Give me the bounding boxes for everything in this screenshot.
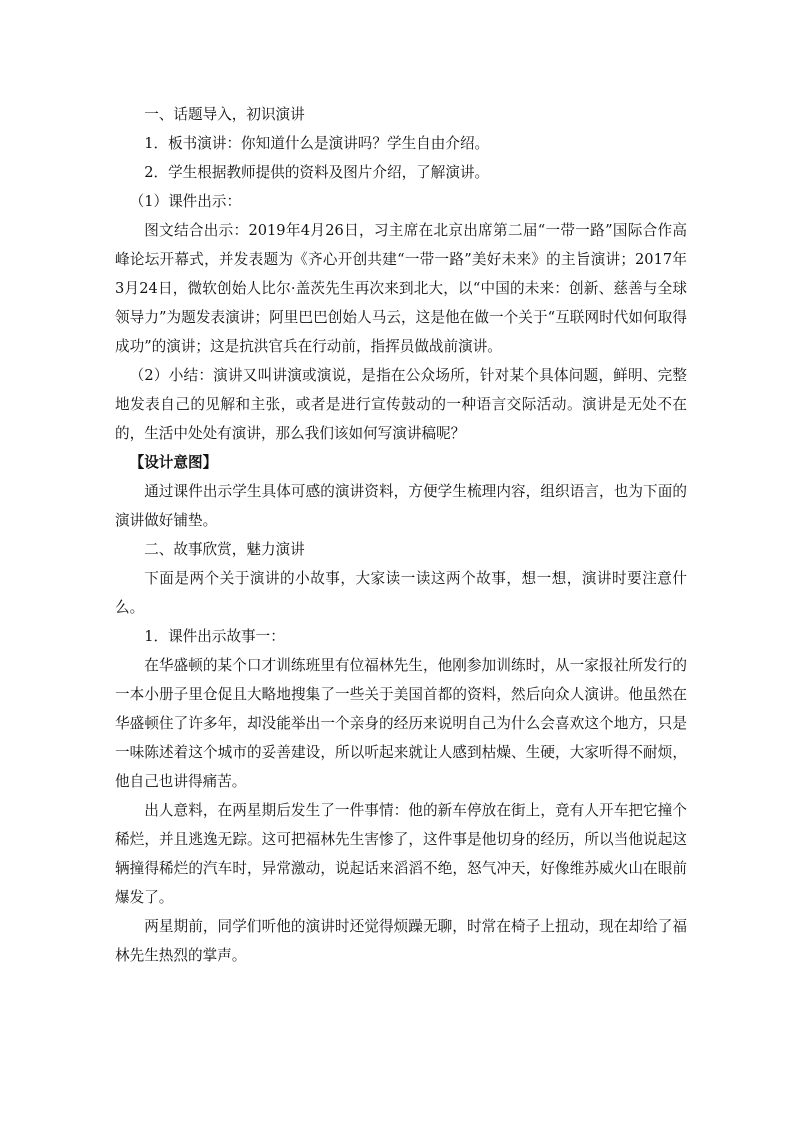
paragraph: 1．板书演讲：你知道什么是演讲吗？学生自由介绍。 — [144, 135, 490, 152]
story-paragraph: 出人意料，在两星期后发生了一件事情：他的新车停放在街上，竟有人开车把它撞个稀烂，并且逃逸无踪。这可把福林先生害惨了，这件事是他切身的经历，所以当他说起这辆撞得稀烂的汽车时，异常激动，说起话来滔滔不绝，怒气冲天，好像维苏威火山在眼前爆发了。 — [115, 802, 687, 906]
design-intent-label: 【设计意图】 — [129, 454, 218, 471]
subheading: （1）课件出示： — [129, 193, 242, 210]
document-body — [115, 100, 687, 970]
paragraph: 2．学生根据教师提供的资料及图片介绍，了解演讲。 — [144, 164, 490, 181]
paragraph: 1．课件出示故事一： — [144, 628, 285, 645]
paragraph: （2）小结：演讲又叫讲演或演说，是指在公众场所，针对某个具体问题，鲜明、完整地发表自己的见解和主张，或者是进行宣传鼓动的一种语言交际活动。演讲是无处不在的，生活中处处有演讲，那么我们该如何写演讲稿呢？ — [115, 367, 687, 442]
section-heading: 一、话题导入，初识演讲 — [144, 106, 305, 123]
section-heading: 二、故事欣赏，魅力演讲 — [144, 541, 305, 558]
story-paragraph: 两星期前，同学们听他的演讲时还觉得烦躁无聊，时常在椅子上扭动，现在却给了福林先生热烈的掌声。 — [115, 918, 687, 964]
paragraph: 下面是两个关于演讲的小故事，大家读一读这两个故事，想一想，演讲时要注意什么。 — [115, 570, 687, 616]
story-paragraph: 在华盛顿的某个口才训练班里有位福林先生，他刚参加训练时，从一家报社所发行的一本小册子里仓促且大略地搜集了一些关于美国首都的资料，然后向众人演讲。他虽然在华盛顿住了许多年，却没能举出一个亲身的经历来说明自己为什么会喜欢这个地方，只是一味陈述着这个城市的妥善建设，所以听起来就让人感到枯燥、生硬，大家听得不耐烦，他自己也讲得痛苦。 — [115, 657, 687, 790]
paragraph: 图文结合出示：2019年4月26日，习主席在北京出席第二届“一带一路”国际合作高峰论坛开幕式，并发表题为《齐心开创共建“一带一路”美好未来》的主旨演讲；2017年3月24日，微软创始人比尔·盖茨先生再次来到北大，以“中国的未来：创新、慈善与全球领导力”为题发表演讲；阿里巴巴创始人马云，这是他在做一个关于“互联网时代如何取得成功”的演讲；这是抗洪官兵在行动前，指挥员做战前演讲。 — [115, 222, 687, 355]
paragraph: 通过课件出示学生具体可感的演讲资料，方便学生梳理内容，组织语言，也为下面的演讲做好铺垫。 — [115, 483, 687, 529]
